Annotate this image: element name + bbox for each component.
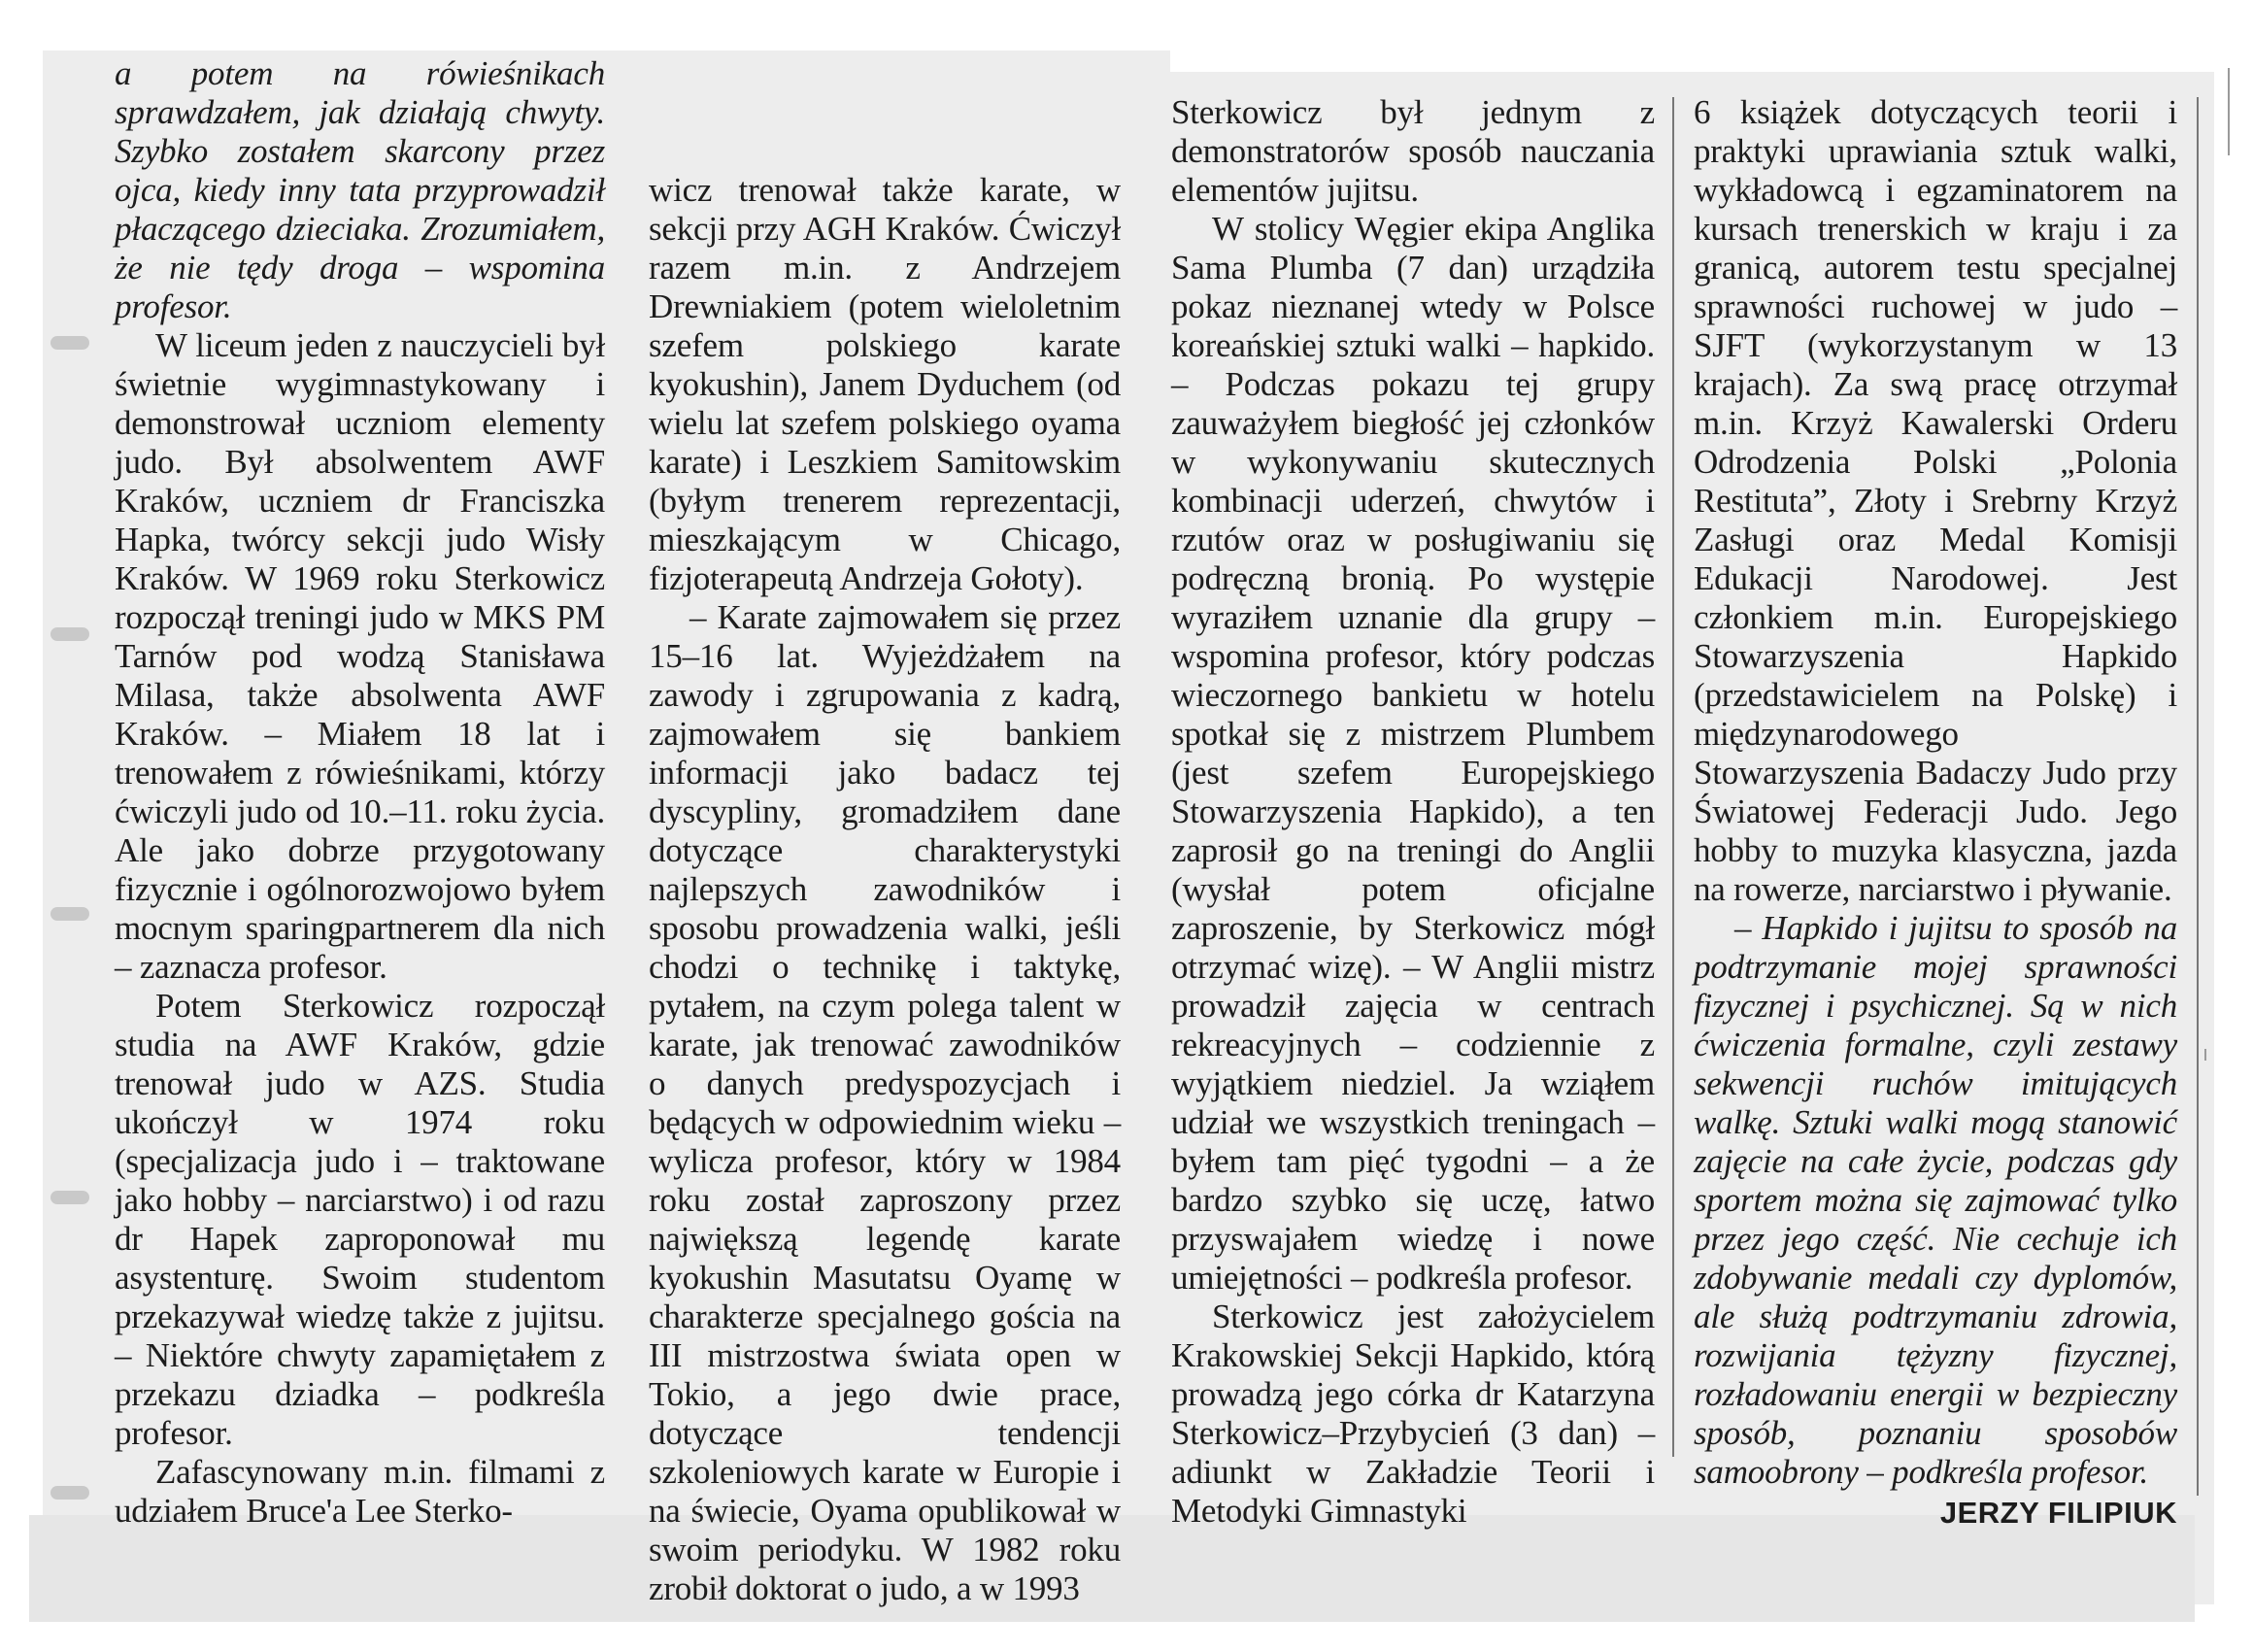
article-column-2 [649, 171, 1121, 1608]
punch-hole-mark [50, 1191, 89, 1204]
article-column-1 [115, 54, 605, 1531]
paragraph: W stolicy Węgier ekipa Anglika Sama Plumba (7 dan) urządziła pokaz nieznanej wtedy w Polsce koreańskiej sztuki walki – hapkido. – Podczas pokazu tej grupy zauważyłem biegłość jej członków w wykonywaniu skutecznych kombinacji uderzeń, chwytów i rzutów oraz w posługiwaniu się podręczną bronią. Po występie wyraziłem uznanie dla grupy – wspomina profesor, który podczas wieczornego bankietu w hotelu spotkał się z mistrzem Plumbem (jest szefem Europejskiego Stowarzyszenia Hapkido), a ten zaprosił go na treningi do Anglii (wysłał potem oficjalne zaproszenie, by Sterkowicz mógł otrzymać wizę). – W Anglii mistrz prowadził zajęcia w centrach rekreacyjnych – codziennie z wyjątkiem niedziel. Ja wziąłem udział we wszystkich treningach – byłem tam pięć tygodni – a że bardzo szybko się uczę, łatwo przyswajałem wiedzę i nowe umiejętności – podkreśla profesor. [1171, 210, 1655, 1297]
paragraph: Zafascynowany m.in. filmami z udziałem Bruce'a Lee Sterko- [115, 1453, 605, 1530]
paragraph: Sterkowicz jest założycielem Krakowskiej Sekcji Hapkido, którą prowadzą jego córka dr Katarzyna Sterkowicz–Przybycień (3 dan) – adiunkt w Zakładzie Teorii i Metodyki Gimnastyki [1171, 1298, 1655, 1530]
paragraph: 6 książek dotyczących teorii i praktyki uprawiania sztuk walki, wykładowcą i egzaminatorem na kursach trenerskich w kraju i za granicą, autorem testu specjalnej sprawności ruchowej w judo – SJFT (wykorzystanym w 13 krajach). Za swą pracę otrzymał m.in. Krzyż Kawalerski Orderu Odrodzenia Polski „Polonia Restituta”, Złoty i Srebrny Krzyż Zasługi oraz Medal Komisji Edukacji Narodowej. Jest członkiem m.in. Europejskiego Stowarzyszenia Hapkido (przedstawicielem na Polskę) i międzynarodowego Stowarzyszenia Badaczy Judo przy Światowej Federacji Judo. Jego hobby to muzyka klasyczna, jazda na rowerze, narciarstwo i pływanie. [1694, 93, 2177, 908]
paragraph: – Karate zajmowałem się przez 15–16 lat. Wyjeżdżałem na zawody i zgrupowania z kadrą, zajmowałem się bankiem informacji jako badacz tej dyscypliny, gromadziłem dane dotyczące charakterystyki najlepszych zawodników i sposobu prowadzenia walki, jeśli chodzi o technikę i taktykę, pytałem, na czym polega talent w karate, jak trenować zawodników o danych predyspozycjach i będących w odpowiednim wieku – wylicza profesor, który w 1984 roku został zaproszony przez największą legendę karate kyokushin Masutatsu Oyamę w charakterze specjalnego gościa na III mistrzostwa świata open w Tokio, a jego dwie prace, dotyczące tendencji szkoleniowych karate w Europie i na świecie, Oyama opublikował w swoim periodyku. W 1982 roku zrobił doktorat o judo, a w 1993 [649, 598, 1121, 1607]
paragraph: Potem Sterkowicz rozpoczął studia na AWF Kraków, gdzie trenował judo w AZS. Studia ukończył w 1974 roku (specjalizacja judo i – traktowane jako hobby – narciarstwo) i od razu dr Hapek zaproponował mu asystenturę. Swoim studentom przekazywał wiedzę także z jujitsu. – Niektóre chwyty zapamiętałem z przekazu dziadka – podkreśla profesor. [115, 987, 605, 1452]
author-byline: JERZY FILIPIUK [1939, 1496, 2177, 1530]
scan-edge-mark [2228, 68, 2230, 155]
column-rule [2197, 97, 2199, 1496]
paragraph: – Hapkido i jujitsu to sposób na podtrzymanie mojej sprawności fizycznej i psychicznej. Są w nich ćwiczenia formalne, czyli zestawy sekwencji ruchów imitujących walkę. Sztuki walki mogą stanowić zajęcie na całe życie, podczas gdy sportem można się zajmować tylko przez jego część. Nie cechuje ich zdobywanie medali czy dyplomów, ale służą podtrzymaniu zdrowia, rozwijania tężyzny fizycznej, rozładowaniu energii w bezpieczny sposób, poznaniu sposobów samoobrony – podkreśla profesor. [1694, 909, 2177, 1491]
punch-hole-mark [50, 627, 89, 641]
paragraph: a potem na rówieśnikach sprawdzałem, jak działają chwyty. Szybko zostałem skarcony przez ojca, kiedy inny tata przyprowadził płaczącego dzieciaka. Zrozumiałem, że nie tędy droga – wspomina profesor. [115, 54, 605, 325]
article-column-3 [1171, 93, 1655, 1531]
article-column-4 [1694, 93, 2177, 1533]
paragraph: W liceum jeden z nauczycieli był świetnie wygimnastykowany i demonstrował uczniom elementy judo. Był absolwentem AWF Kraków, uczniem dr Franciszka Hapka, twórcy sekcji judo Wisły Kraków. W 1969 roku Sterkowicz rozpoczął treningi judo w MKS PM Tarnów pod wodzą Stanisława Milasa, także absolwenta AWF Kraków. – Miałem 18 lat i trenowałem z rówieśnikami, którzy ćwiczyli judo od 10.–11. roku życia. Ale jako dobrze przygotowany fizycznie i ogólnorozwojowo byłem mocnym sparingpartnerem dla nich – zaznacza profesor. [115, 326, 605, 986]
punch-hole-mark [50, 1486, 89, 1500]
column-rule [1672, 97, 1674, 1457]
paragraph: wicz trenował także karate, w sekcji przy AGH Kraków. Ćwiczył razem m.in. z Andrzejem Drewniakiem (potem wieloletnim szefem polskiego karate kyokushin), Janem Dyduchem (od wielu lat szefem polskiego oyama karate) i Leszkiem Samitowskim (byłym trenerem reprezentacji, mieszkającym w Chicago, fizjoterapeutą Andrzeja Gołoty). [649, 171, 1121, 597]
paragraph: Sterkowicz był jednym z demonstratorów sposób nauczania elementów jujitsu. [1171, 93, 1655, 209]
scan-edge-mark [2204, 1049, 2206, 1061]
punch-hole-mark [50, 336, 89, 350]
punch-hole-mark [50, 907, 89, 921]
